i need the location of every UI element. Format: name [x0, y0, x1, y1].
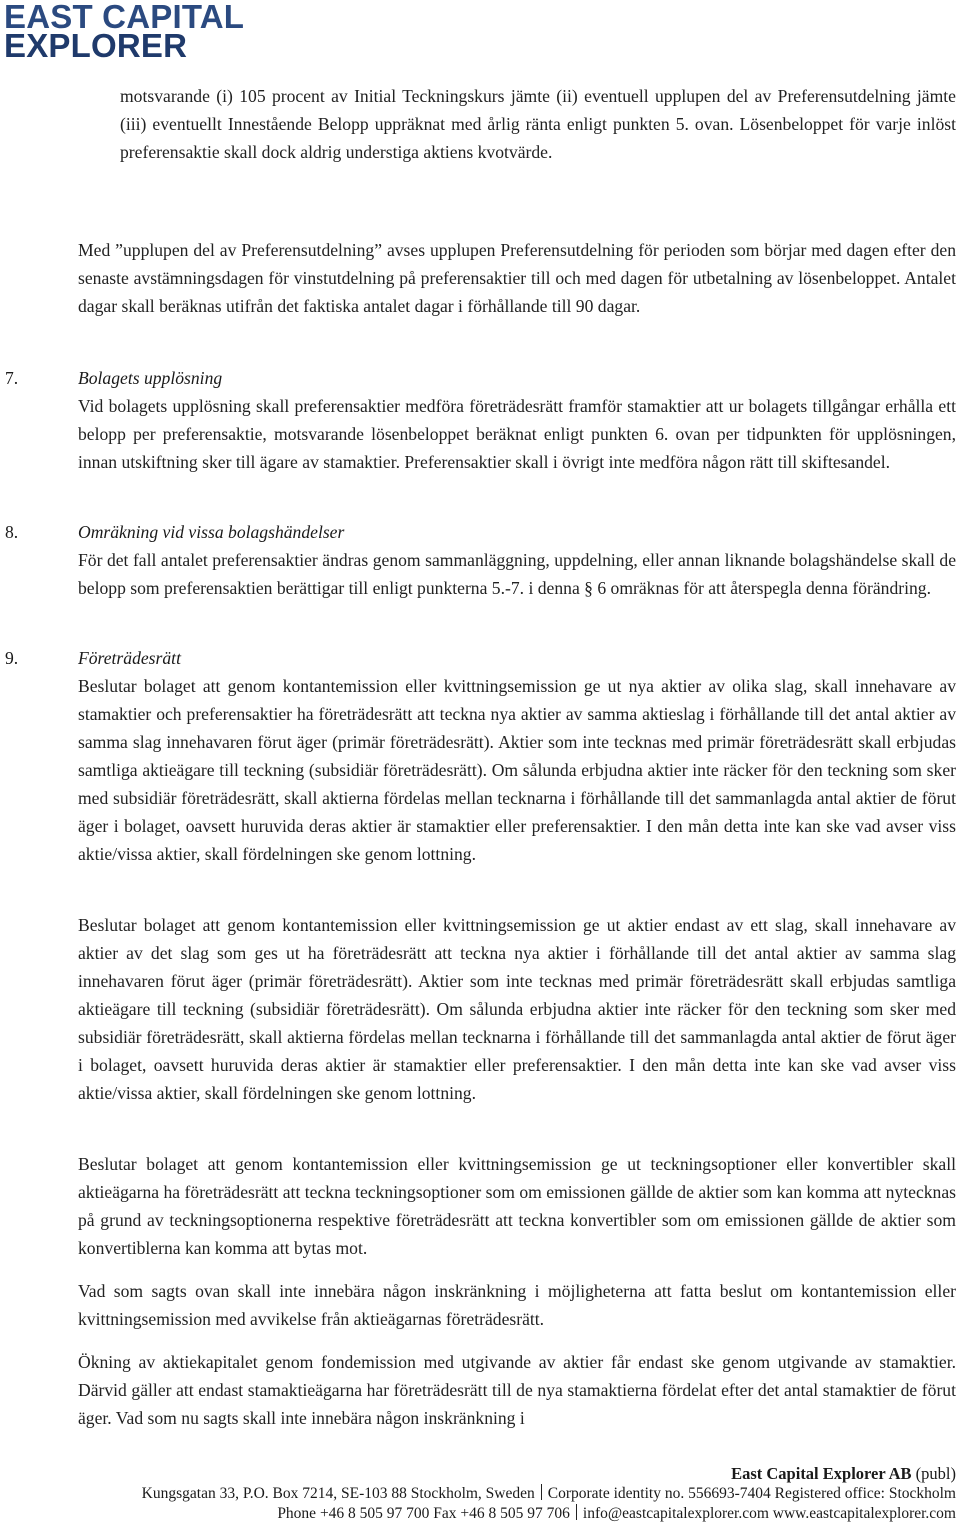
- footer-company-suffix: (publ): [915, 1464, 956, 1483]
- section-number: 8.: [5, 522, 19, 542]
- footer-separator: [541, 1484, 542, 1500]
- section-title: Bolagets upplösning: [78, 368, 223, 388]
- footer-address: Kungsgatan 33, P.O. Box 7214, SE-103 88 Stockholm, Sweden: [141, 1485, 535, 1502]
- footer-contact: info@eastcapitalexplorer.com www.eastcapitalexplorer.com: [582, 1505, 956, 1522]
- paragraph-intro: motsvarande (i) 105 procent av Initial Teckningskurs jämte (ii) eventuell upplupen del av Preferensutdelning jämte (iii) eventuellt Innestående Belopp uppräknat med årlig ränta enligt punkten 5. ovan. Lösenbeloppet för varje inlöst preferensaktie skall dock aldrig understiga aktiens kvotvärde.: [120, 86, 956, 162]
- section-number: 7.: [5, 368, 19, 388]
- section-number: 9.: [5, 648, 19, 668]
- footer-phone-fax: Phone +46 8 505 97 700 Fax +46 8 505 97 706: [277, 1505, 570, 1522]
- logo-line-1: EAST CAPITAL: [4, 0, 245, 35]
- paragraph-section9-3: Beslutar bolaget att genom kontantemission eller kvittningsemission ge ut teckningsoptioner eller konvertibler skall aktieägarna ha företrädesrätt att teckna teckningsoptioner som om emissionen gällde de aktier som kan komma att nytecknas på grund av teckningsoptionerna respektive företrädesrätt att teckna konvertibler som om emissionen gällde de aktier som konvertiblerna kan komma att bytas mot.: [78, 1154, 956, 1258]
- paragraph-section9-5: Ökning av aktiekapitalet genom fondemission med utgivande av aktier får endast ske genom utgivande av stamaktier. Därvid gäller att endast stamaktieägarna har företrädesrätt till de nya stamaktierna fördelat efter det antal stamaktier de förut äger. Vad som nu sagts skall inte innebära någon inskränkning i: [78, 1352, 956, 1428]
- footer-company-name: East Capital Explorer AB: [731, 1464, 912, 1483]
- paragraph-section9-4: Vad som sagts ovan skall inte innebära någon inskränkning i möjligheterna att fatta beslut om kontantemission eller kvittningsemission med avvikelse från aktieägarnas företrädesrätt.: [78, 1281, 956, 1329]
- logo-line-2: EXPLORER: [4, 27, 188, 64]
- section-title: Omräkning vid vissa bolagshändelser: [78, 522, 345, 542]
- footer-line-contact: [0, 1504, 956, 1524]
- section-title: Företrädesrätt: [78, 648, 181, 668]
- company-logo: [4, 2, 274, 62]
- footer-company: [0, 1464, 956, 1484]
- section-body: Vid bolagets upplösning skall preferensaktier medföra företrädesrätt framför stamaktier att ur bolagets tillgångar erhålla ett belopp per preferensaktie, motsvarande lösenbeloppet beräknat enligt punkten 6. ovan per tidpunkten för upplösningen, innan utskiftning sker till ägare av stamaktier. Preferensaktier skall i övrigt inte medföra någon rätt till skiftesandel.: [78, 396, 956, 472]
- footer-line-address: [0, 1484, 956, 1504]
- paragraph-upplupen-definition: Med ”upplupen del av Preferensutdelning” avses upplupen Preferensutdelning för perioden som börjar med dagen efter den senaste avstämningsdagen för vinstutdelning på preferensaktier till och med dagen för utbetalning av lösenbeloppet. Antalet dagar skall beräknas utifrån det faktiska antalet dagar i förhållande till 90 dagar.: [78, 240, 956, 316]
- footer-separator: [576, 1504, 577, 1520]
- footer-corporate-id: Corporate identity no. 556693-7404 Registered office: Stockholm: [547, 1485, 956, 1502]
- section-body: För det fall antalet preferensaktier ändras genom sammanläggning, uppdelning, eller annan liknande bolagshändelse skall de belopp som preferensaktien berättigar till enligt punkterna 5.-7. i denna § 6 omräknas för att återspegla denna förändring.: [78, 550, 956, 598]
- page-footer: [0, 1464, 956, 1524]
- section-body: Beslutar bolaget att genom kontantemission eller kvittningsemission ge ut nya aktier av olika slag, skall innehavare av stamaktier och preferensaktier ha företrädesrätt att teckna nya aktier av samma aktieslag i förhållande till det antal aktier av samma slag innehavaren förut äger (primär företrädesrätt). Aktier som inte tecknas med primär företrädesrätt skall erbjudas samtliga aktieägare till teckning (subsidiär företrädesrätt). Om sålunda erbjudna aktier inte räcker för den teckning som sker med subsidiär företrädesrätt, skall aktierna fördelas mellan tecknarna i förhållande till det sammanlagda antal aktier de förut äger i bolaget, oavsett huruvida deras aktier är stamaktier eller preferensaktier. I den mån detta inte kan ske vad avser viss aktie/vissa aktier, skall fördelningen ske genom lottning.: [78, 676, 956, 864]
- paragraph-section9-2: Beslutar bolaget att genom kontantemission eller kvittningsemission ge ut aktier endast av ett slag, skall innehavare av aktier av det slag som ges ut ha företrädesrätt att teckna nya aktier i förhållande till det antal aktier av samma slag innehavaren förut äger (primär företrädesrätt). Aktier som inte tecknas med primär företrädesrätt skall erbjudas samtliga aktieägare till teckning (subsidiär företrädesrätt). Om sålunda erbjudna aktier inte räcker för den teckning som sker med subsidiär företrädesrätt, skall aktierna fördelas mellan tecknarna i förhållande till det sammanlagda antal aktier de förut äger i bolaget, oavsett huruvida deras aktier är stamaktier eller preferensaktier. I den mån detta inte kan ske vad avser viss aktie/vissa aktier, skall fördelningen ske genom lottning.: [78, 915, 956, 1103]
